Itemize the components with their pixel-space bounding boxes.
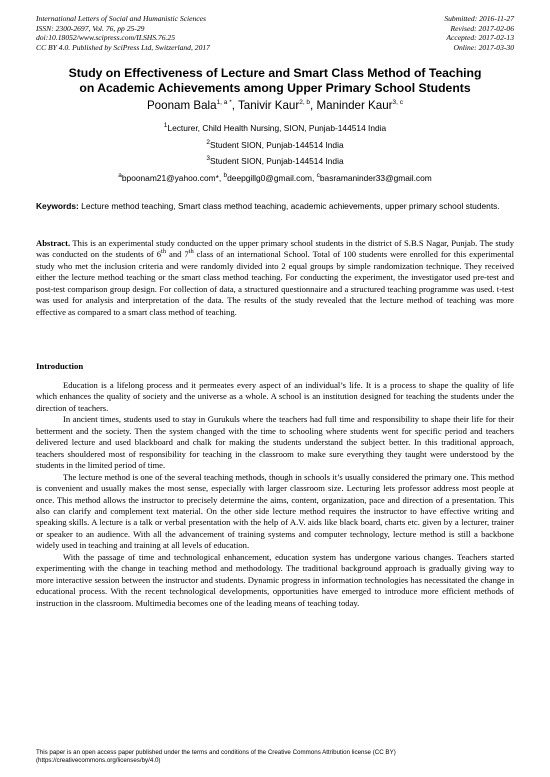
author-separator: , bbox=[231, 99, 238, 112]
author-mark: 3, c bbox=[392, 99, 404, 107]
author-emails bbox=[36, 173, 514, 184]
author-list bbox=[36, 99, 514, 113]
author-name: Tanivir Kaur bbox=[237, 99, 300, 112]
paragraph: In ancient times, students used to stay in Gurukuls where the teachers had full time and responsibility to shape their life for their betterment and the society. Then the system changed with the time to schooling where students went for specific period and teachers delivered lecture and used blackboard and chalk for making the students understand the subject better. In this traditional approach, teachers shouldered most of responsibility for teaching in the classroom to make sure everything they taught were understood by the students in the limited period of time. bbox=[36, 414, 514, 471]
abstract-text: and 7 bbox=[166, 249, 189, 260]
affiliation-mark: 3 bbox=[206, 155, 210, 163]
ordinal-suffix: th bbox=[161, 248, 167, 256]
revised-date: Revised: 2017-02-06 bbox=[450, 23, 514, 33]
abstract bbox=[36, 238, 514, 318]
email-link[interactable]: basramaninder33@gmail.com bbox=[319, 173, 432, 183]
introduction-body bbox=[36, 380, 514, 609]
title-line-1: Study on Effectiveness of Lecture and Smart Class Method of Teaching bbox=[68, 66, 482, 80]
keywords-label: Keywords: bbox=[36, 201, 79, 211]
submitted-date: Submitted: 2016-11-27 bbox=[444, 14, 514, 23]
affiliation-text: Student SION, Punjab-144514 India bbox=[209, 156, 344, 166]
email-link[interactable]: deepgillg0@gmail.com, bbox=[227, 173, 317, 183]
author-mark: 2, b bbox=[299, 99, 311, 107]
keywords-text: Lecture method teaching, Smart class method teaching, academic achievements, upper primary school students. bbox=[78, 201, 500, 211]
title-line-2: on Academic Achievements among Upper Primary School Students bbox=[79, 81, 471, 95]
affiliation-text: Student SION, Punjab-144514 India bbox=[209, 140, 344, 150]
journal-header bbox=[36, 14, 514, 52]
paper-title bbox=[36, 66, 514, 96]
abstract-label: Abstract. bbox=[36, 238, 71, 248]
issn-info: ISSN: 2300-2697, Vol. 76, pp 25-29 bbox=[36, 23, 145, 33]
online-date: Online: 2017-03-30 bbox=[453, 42, 514, 52]
footer-link[interactable]: (https://creativecommons.org/licenses/by/4.0) bbox=[36, 757, 161, 764]
author-name: Poonam Bala bbox=[146, 99, 217, 112]
author-separator: , bbox=[310, 99, 317, 112]
footer-line: This paper is an open access paper published under the terms and conditions of the Creative Commons Attribution license (CC BY) bbox=[36, 749, 396, 756]
affiliation-text: Lecturer, Child Health Nursing, SION, Punjab-144514 India bbox=[167, 123, 387, 133]
affiliation-mark: 2 bbox=[206, 139, 210, 147]
abstract-text: This is an experimental study conducted on the upper primary school students in the district of S.B.S Nagar, Punjab. The study was conducted on the students of 6 bbox=[36, 238, 514, 260]
section-heading-introduction: Introduction bbox=[36, 361, 84, 371]
email-mark: c bbox=[316, 172, 320, 180]
paragraph: Education is a lifelong process and it permeates every aspect of an individual’s life. It is a process to shape the quality of life which enhances the quality of society and the universe as a whole. A school is an institution designed for teaching the students under the direction of teachers. bbox=[36, 380, 514, 413]
paragraph: The lecture method is one of the several teaching methods, though in schools it’s usually considered the primary one. This method is convenient and usually makes the most sense, especially with larger classroom size. Lecturing lets professor address most people at once. This method allows the instructor to precisely determine the aims, content, organization, pace and direction of a presentation. This also can clarify and complement text material. On the other side lecture method requires the instructor to have effective writing and speaking skills. A lecture is a talk or verbal presentation with the help of A.V. aids like black board, charts etc. given by a lecturer, trainer or speaker to an audience. With all the advancement of training systems and computer technology, lecture method is still a backbone widely used in teaching and training at all levels of education. bbox=[36, 471, 514, 551]
email-link[interactable]: bpoonam21@yahoo.com*, bbox=[121, 173, 224, 183]
accepted-date: Accepted: 2017-02-13 bbox=[446, 33, 514, 42]
email-mark: a bbox=[118, 172, 122, 180]
affiliation-mark: 1 bbox=[163, 122, 168, 130]
author-mark: 1, a * bbox=[216, 99, 232, 107]
affiliation bbox=[36, 156, 514, 167]
journal-name: International Letters of Social and Humanistic Sciences bbox=[36, 14, 206, 23]
license-footer bbox=[36, 749, 514, 765]
affiliation bbox=[36, 140, 514, 151]
author-name: Maninder Kaur bbox=[316, 99, 393, 112]
keywords bbox=[36, 201, 514, 212]
affiliation bbox=[36, 123, 514, 134]
paragraph: With the passage of time and technological enhancement, education system has undergone various changes. Teachers started experimenting with the change in teaching method and methodology. The traditional background approach is gradually giving way to more interactive session between the instructor and students. Dynamic progress in information technologies has necessitated the change in educational process. With the recent technological developments, opportunities have emerged to introduce more efficient methods of instruction in the classroom. Multimedia becomes one of the leading means of teaching today. bbox=[36, 551, 514, 608]
email-mark: b bbox=[223, 172, 228, 180]
abstract-text: class of an international School. Total of 100 students were enrolled for this experimental study who met the inclusion criteria and were randomly divided into 2 equal groups by simple randomization technique. They received either the lecture method teaching or the smart class method teaching. For conducting the experiment, the investigator used pre-test and post-test comparison group design. For collection of data, a structured questionnaire and a structured teaching programme was used. t-test was used for analysis and interpretation of the data. The results of the study revealed that the lecture method of teaching was more effective as compared to a smart class method of teaching. bbox=[36, 249, 514, 317]
license-info: CC BY 4.0. Published by SciPress Ltd, Switzerland, 2017 bbox=[36, 42, 210, 52]
ordinal-suffix: th bbox=[188, 248, 194, 256]
doi-link[interactable]: doi:10.18052/www.scipress.com/ILSHS.76.25 bbox=[36, 33, 176, 42]
